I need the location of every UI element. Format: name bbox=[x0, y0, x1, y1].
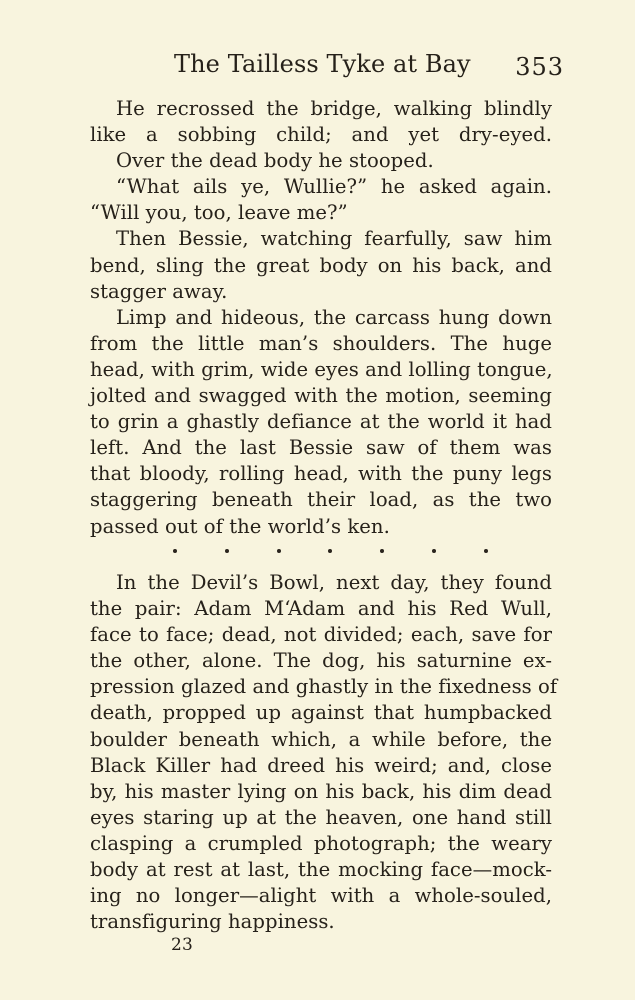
divider-dot bbox=[380, 549, 384, 553]
text-line: pression glazed and ghastly in the fixedness of bbox=[90, 675, 558, 699]
text-line: Black Killer had dreed his weird; and, close bbox=[90, 753, 552, 777]
divider-dot bbox=[484, 549, 488, 553]
section-divider bbox=[173, 546, 488, 556]
text-line: Over the dead body he stooped. bbox=[116, 149, 434, 173]
text-line: body at rest at last, the mocking face—mock- bbox=[90, 858, 552, 882]
printer-signature-mark: 23 bbox=[171, 935, 194, 955]
text-line: the pair: Adam M‘Adam and his Red Wull, bbox=[90, 597, 552, 621]
page-number: 353 bbox=[515, 53, 564, 81]
text-line: like a sobbing child; and yet dry-eyed. bbox=[90, 123, 552, 147]
text-line: from the little man’s shoulders. The huge bbox=[90, 331, 552, 355]
divider-dot bbox=[432, 549, 436, 553]
text-line: staggering beneath their load, as the two bbox=[90, 488, 552, 512]
text-line: the other, alone. The dog, his saturnine ex- bbox=[90, 649, 552, 673]
divider-dot bbox=[277, 549, 281, 553]
page-header bbox=[174, 50, 564, 90]
text-line: face to face; dead, not divided; each, save for bbox=[90, 623, 552, 647]
text-line: Limp and hideous, the carcass hung down bbox=[116, 305, 552, 329]
text-line: to grin a ghastly defiance at the world it had bbox=[90, 410, 552, 434]
running-head: The Tailless Tyke at Bay bbox=[174, 50, 471, 78]
text-line: stagger away. bbox=[90, 279, 228, 303]
text-line: Then Bessie, watching fearfully, saw him bbox=[116, 227, 552, 251]
text-line: by, his master lying on his back, his dim dead bbox=[90, 779, 552, 803]
text-line: transfiguring happiness. bbox=[90, 910, 335, 934]
text-line: clasping a crumpled photograph; the weary bbox=[90, 831, 552, 855]
text-line: “Will you, too, leave me?” bbox=[90, 201, 348, 225]
section-two bbox=[90, 570, 558, 935]
text-line: He recrossed the bridge, walking blindly bbox=[116, 97, 552, 120]
text-line: left. And the last Bessie saw of them was bbox=[90, 436, 552, 460]
divider-dot bbox=[225, 549, 229, 553]
text-line: bend, sling the great body on his back, and bbox=[90, 253, 552, 277]
section-one bbox=[90, 96, 552, 540]
text-line: passed out of the world’s ken. bbox=[90, 514, 390, 538]
divider-dot bbox=[328, 549, 332, 553]
text-line: head, with grim, wide eyes and lolling tongue, bbox=[90, 357, 553, 381]
text-line: In the Devil’s Bowl, next day, they found bbox=[116, 571, 552, 594]
divider-dot bbox=[173, 549, 177, 553]
text-line: death, propped up against that humpbacked bbox=[90, 701, 552, 725]
text-line: ing no longer—alight with a whole-souled, bbox=[90, 884, 552, 908]
text-line: boulder beneath which, a while before, the bbox=[90, 727, 552, 751]
text-line: jolted and swagged with the motion, seeming bbox=[90, 384, 552, 408]
text-line: that bloody, rolling head, with the puny legs bbox=[90, 462, 552, 486]
text-line: eyes staring up at the heaven, one hand still bbox=[90, 805, 552, 829]
text-line: “What ails ye, Wullie?” he asked again. bbox=[116, 175, 552, 199]
